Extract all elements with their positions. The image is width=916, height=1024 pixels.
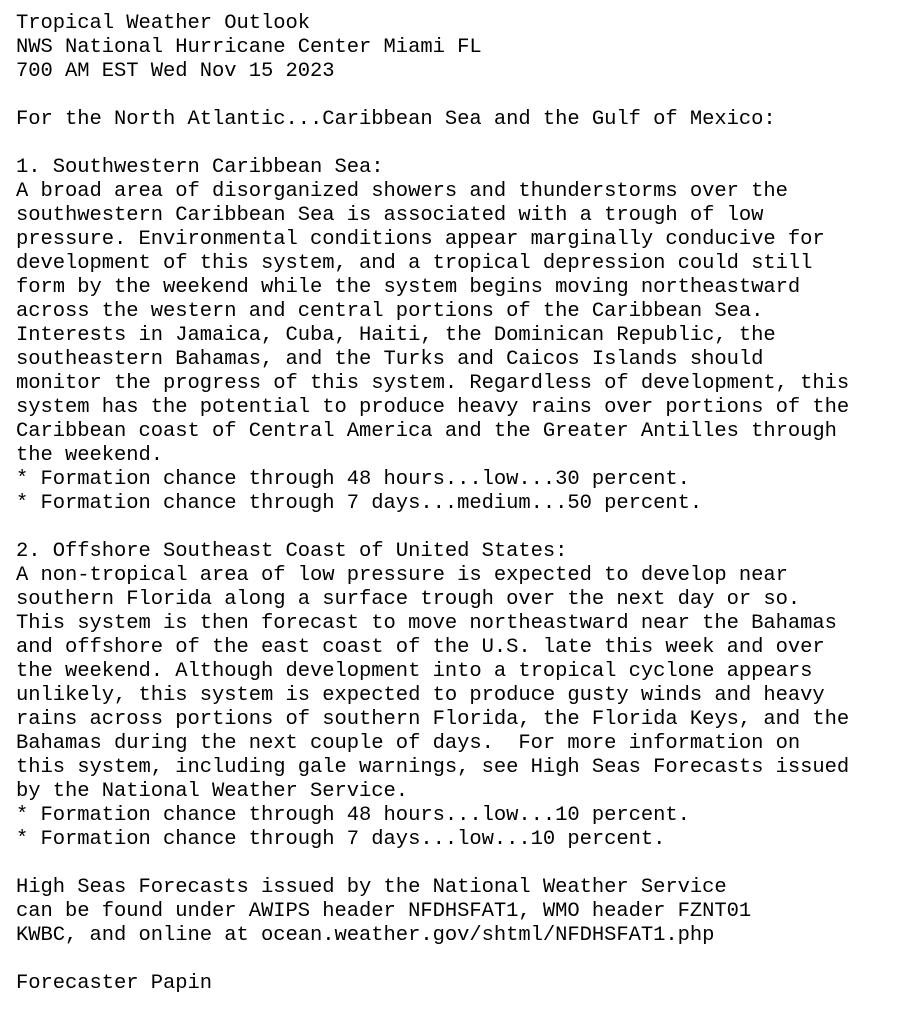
discussion-line: This system is then forecast to move northeastward near the Bahamas — [16, 612, 837, 635]
discussion-line: southwestern Caribbean Sea is associated with a trough of low — [16, 204, 764, 227]
system-2-heading: 2. Offshore Southeast Coast of United States: — [16, 540, 568, 563]
formation-chance-7d: * Formation chance through 7 days...medium...50 percent. — [16, 492, 703, 515]
formation-chance-48h: * Formation chance through 48 hours...low...30 percent. — [16, 468, 690, 491]
discussion-line: the weekend. Although development into a tropical cyclone appears — [16, 660, 813, 683]
blank-line — [16, 948, 916, 972]
discussion-line: Caribbean coast of Central America and the Greater Antilles through — [16, 420, 837, 443]
discussion-line: development of this system, and a tropical depression could still — [16, 252, 813, 275]
high-seas-line: KWBC, and online at ocean.weather.gov/shtml/NFDHSFAT1.php — [16, 924, 715, 947]
system-1-section — [16, 156, 916, 516]
blank-line — [16, 84, 916, 108]
discussion-line: Bahamas during the next couple of days. For more information on — [16, 732, 801, 755]
system-1-heading: 1. Southwestern Caribbean Sea: — [16, 156, 384, 179]
discussion-line: southern Florida along a surface trough over the next day or so. — [16, 588, 801, 611]
blank-line — [16, 132, 916, 156]
discussion-line: monitor the progress of this system. Regardless of development, this — [16, 372, 850, 395]
intro-line: For the North Atlantic...Caribbean Sea and the Gulf of Mexico: — [16, 108, 776, 131]
discussion-line: by the National Weather Service. — [16, 780, 409, 803]
high-seas-line: High Seas Forecasts issued by the National Weather Service — [16, 876, 727, 899]
blank-line — [16, 516, 916, 540]
discussion-line: system has the potential to produce heavy rains over portions of the — [16, 396, 850, 419]
forecaster-signature: Forecaster Papin — [16, 972, 213, 995]
discussion-line: A non-tropical area of low pressure is expected to develop near — [16, 564, 788, 587]
discussion-line: Interests in Jamaica, Cuba, Haiti, the Dominican Republic, the — [16, 324, 776, 347]
discussion-line: rains across portions of southern Florida, the Florida Keys, and the — [16, 708, 850, 731]
discussion-line: pressure. Environmental conditions appear marginally conducive for — [16, 228, 825, 251]
high-seas-line: can be found under AWIPS header NFDHSFAT1, WMO header FZNT01 — [16, 900, 752, 923]
discussion-line: this system, including gale warnings, see High Seas Forecasts issued — [16, 756, 850, 779]
blank-line — [16, 852, 916, 876]
discussion-line: form by the weekend while the system begins moving northeastward — [16, 276, 801, 299]
formation-chance-7d: * Formation chance through 7 days...low...10 percent. — [16, 828, 666, 851]
discussion-line: A broad area of disorganized showers and thunderstorms over the — [16, 180, 788, 203]
system-2-section — [16, 540, 916, 852]
discussion-line: unlikely, this system is expected to produce gusty winds and heavy — [16, 684, 825, 707]
discussion-line: the weekend. — [16, 444, 164, 467]
product-title: Tropical Weather Outlook — [16, 12, 311, 35]
document-header — [16, 12, 916, 84]
discussion-line: southeastern Bahamas, and the Turks and Caicos Islands should — [16, 348, 764, 371]
discussion-line: across the western and central portions of the Caribbean Sea. — [16, 300, 764, 323]
formation-chance-48h: * Formation chance through 48 hours...low...10 percent. — [16, 804, 690, 827]
high-seas-note — [16, 876, 916, 948]
issue-time: 700 AM EST Wed Nov 15 2023 — [16, 60, 335, 83]
discussion-line: and offshore of the east coast of the U.S. late this week and over — [16, 636, 825, 659]
system-1-discussion — [16, 180, 916, 468]
issuing-office: NWS National Hurricane Center Miami FL — [16, 36, 482, 59]
system-2-discussion — [16, 564, 916, 804]
